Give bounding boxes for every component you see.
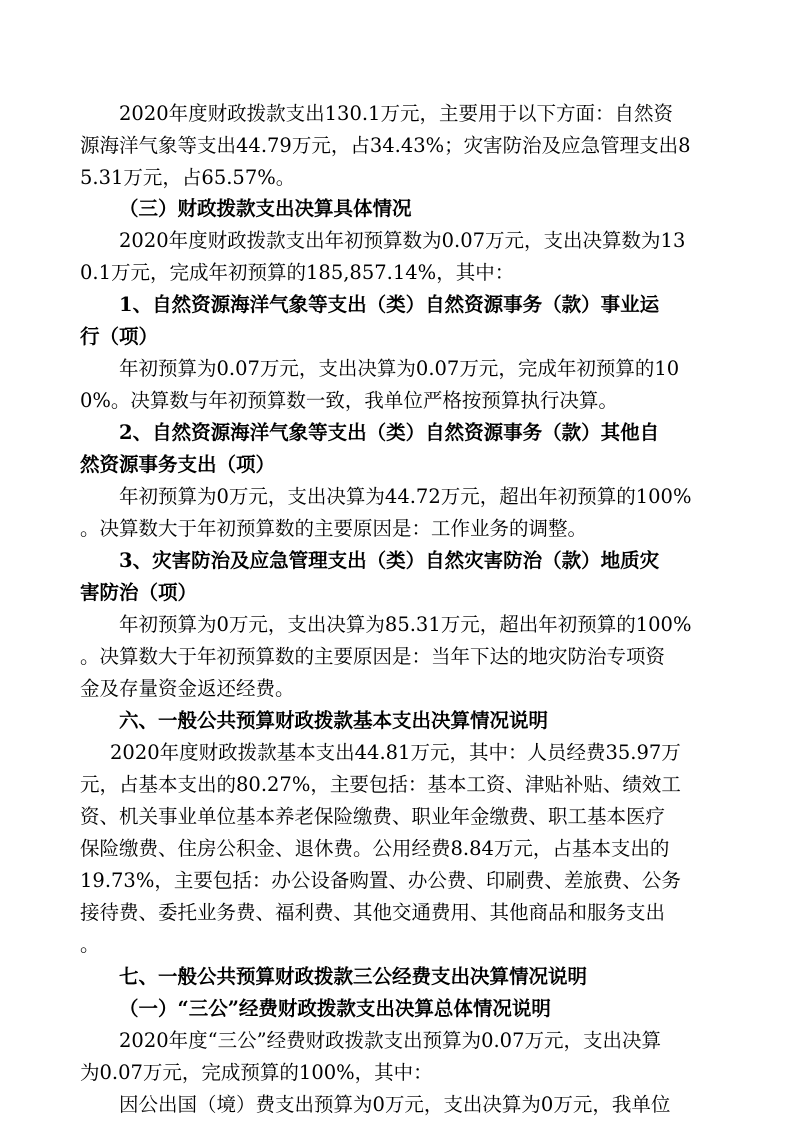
section-heading: 七、一般公共预算财政拨款三公经费支出决算情况说明	[119, 965, 588, 988]
paragraph-line: 源海洋气象等支出44.79万元，占34.43%；灾害防治及应急管理支出8	[80, 134, 691, 157]
paragraph-line: 接待费、委托业务费、福利费、其他交通费用、其他商品和服务支出	[80, 901, 666, 924]
paragraph-line: 。决算数大于年初预算数的主要原因是：工作业务的调整。	[80, 517, 588, 540]
paragraph-line: 2020年度财政拨款基本支出44.81万元，其中：人员经费35.97万	[110, 741, 681, 764]
paragraph-line: 年初预算为0万元，支出决算为85.31万元，超出年初预算的100%	[119, 613, 692, 636]
paragraph-line: 2020年度财政拨款支出130.1万元，主要用于以下方面：自然资	[119, 102, 673, 125]
paragraph-line: 。	[80, 933, 100, 956]
paragraph-line: 0%。决算数与年初预算数一致，我单位严格按预算执行决算。	[80, 389, 618, 412]
paragraph-line: 2020年度财政拨款支出年初预算数为0.07万元，支出决算数为13	[119, 229, 686, 252]
item-heading: 3、灾害防治及应急管理支出（类）自然灾害防治（款）地质灾	[119, 549, 660, 572]
paragraph-line: 5.31万元，占65.57%。	[80, 166, 296, 189]
item-heading: 然资源事务支出（项）	[80, 453, 276, 476]
paragraph-line: 年初预算为0万元，支出决算为44.72万元，超出年初预算的100%	[119, 485, 692, 508]
item-heading: 害防治（项）	[80, 581, 198, 604]
section-heading: 六、一般公共预算财政拨款基本支出决算情况说明	[119, 709, 549, 732]
item-heading: 2、自然资源海洋气象等支出（类）自然资源事务（款）其他自	[119, 421, 660, 444]
paragraph-line: 19.73%，主要包括：办公设备购置、办公费、印刷费、差旅费、公务	[80, 869, 681, 892]
paragraph-line: 金及存量资金返还经费。	[80, 677, 295, 700]
paragraph-line: 元，占基本支出的80.27%，主要包括：基本工资、津贴补贴、绩效工	[80, 773, 681, 796]
paragraph-line: 资、机关事业单位基本养老保险缴费、职业年金缴费、职工基本医疗	[80, 805, 666, 828]
item-heading: 行（项）	[80, 325, 159, 348]
paragraph-line: 0.1万元，完成年初预算的185,857.14%，其中：	[80, 261, 515, 284]
section-heading: （三）财政拨款支出决算具体情况	[119, 197, 412, 220]
item-heading: 1、自然资源海洋气象等支出（类）自然资源事务（款）事业运	[119, 293, 660, 316]
paragraph-line: 保险缴费、住房公积金、退休费。公用经费8.84万元，占基本支出的	[80, 837, 670, 860]
section-heading: （一）“三公”经费财政拨款支出决算总体情况说明	[119, 997, 551, 1020]
paragraph-line: 2020年度“三公”经费财政拨款支出预算为0.07万元，支出决算	[119, 1029, 661, 1052]
paragraph-line: 为0.07万元，完成预算的100%，其中：	[80, 1061, 433, 1084]
paragraph-line: 因公出国（境）费支出预算为0万元，支出决算为0万元，我单位	[119, 1093, 671, 1116]
paragraph-line: 。决算数大于年初预算数的主要原因是：当年下达的地灾防治专项资	[80, 645, 666, 668]
paragraph-line: 年初预算为0.07万元，支出决算为0.07万元，完成年初预算的10	[119, 357, 680, 380]
